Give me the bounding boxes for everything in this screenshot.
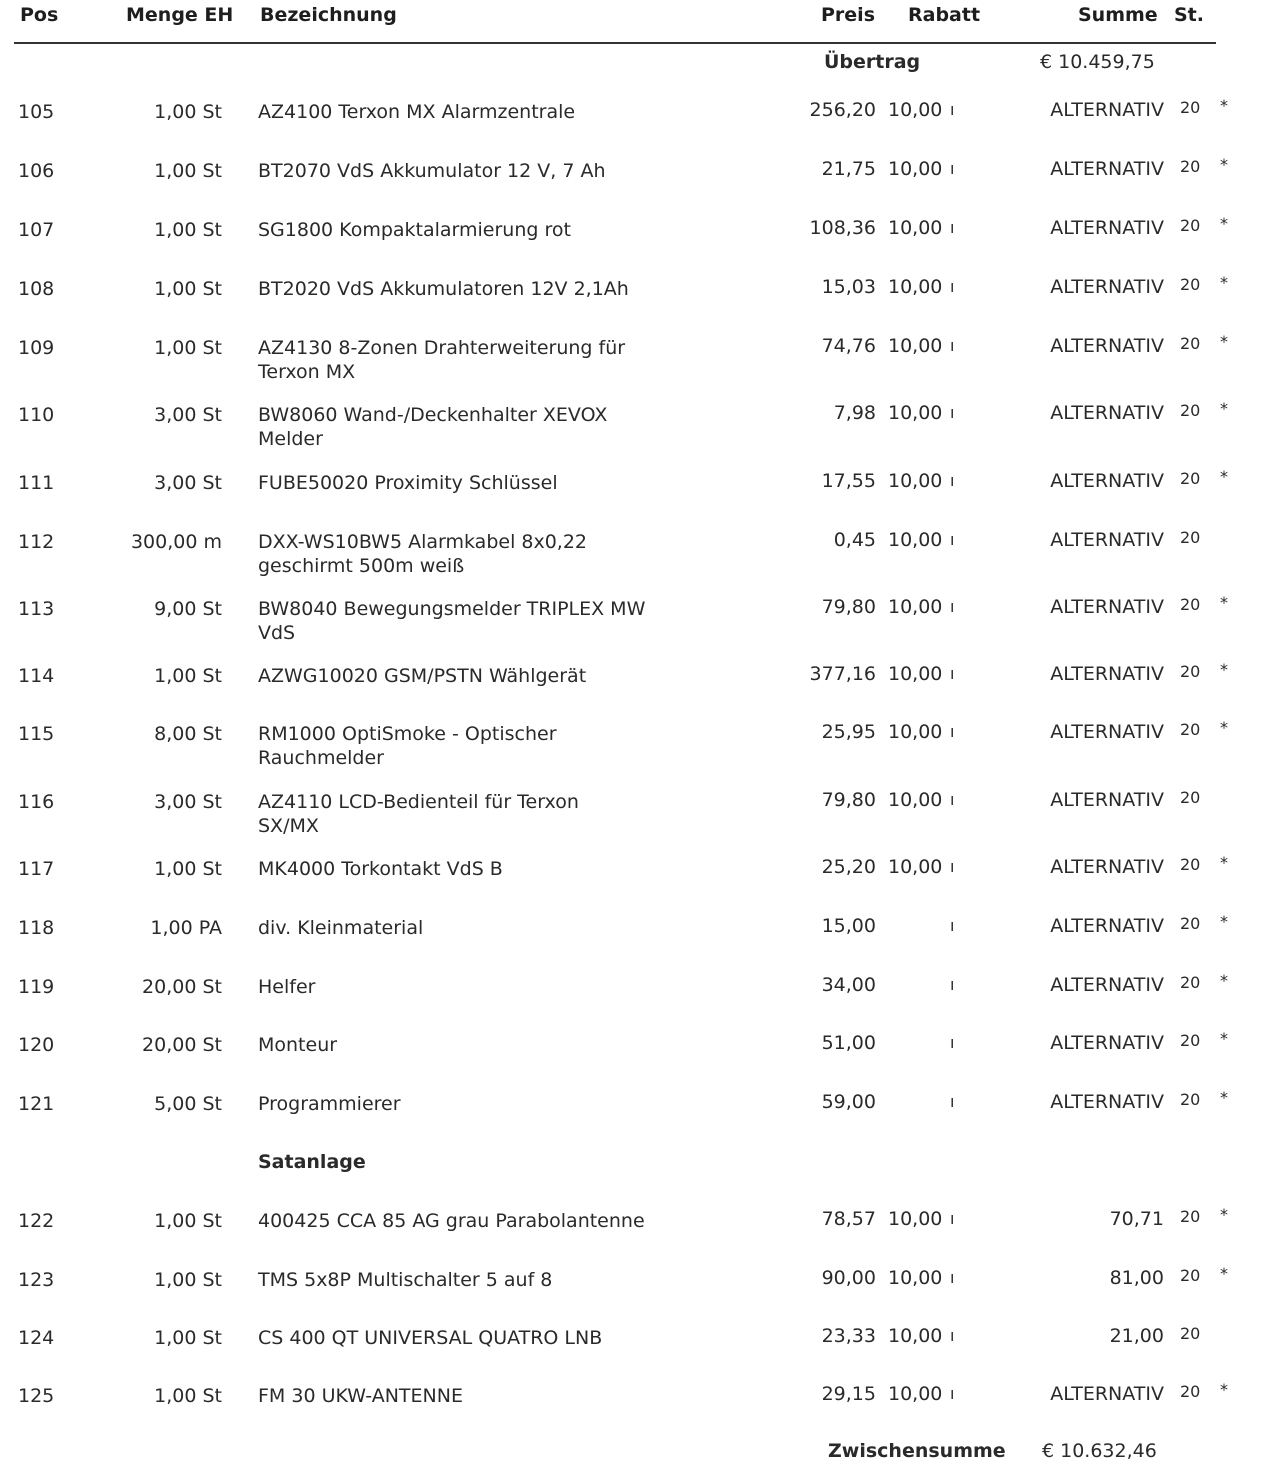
row-description: BW8040 Bewegungsmelder TRIPLEX MW [258,598,646,620]
row-description: Melder [258,428,323,450]
row-tax: 20 [1180,216,1201,235]
row-description: SX/MX [258,815,319,837]
row-qty: 1,00 St [154,665,222,687]
row-pos: 106 [18,160,55,182]
row-tax: 20 [1180,720,1201,739]
header-rule [14,42,1216,44]
row-sum: ALTERNATIV [1050,335,1164,357]
row-star: * [1220,853,1228,872]
row-discount-mark: ı [950,100,955,119]
row-price: 23,33 [821,1325,876,1347]
row-price: 79,80 [821,789,876,811]
row-star: * [1220,593,1228,612]
row-description: CS 400 QT UNIVERSAL QUATRO LNB [258,1327,603,1349]
row-price: 78,57 [821,1208,876,1230]
row-description: Rauchmelder [258,747,384,769]
row-price: 256,20 [809,99,876,121]
row-discount-mark: ı [950,1326,955,1345]
row-discount: 10,00 [888,470,943,492]
row-sum: ALTERNATIV [1050,1032,1164,1054]
row-description: Helfer [258,976,316,998]
row-tax: 20 [1180,1266,1201,1285]
row-discount-mark: ı [950,471,955,490]
row-tax: 20 [1180,157,1201,176]
row-sum: 21,00 [1109,1325,1164,1347]
row-qty: 1,00 St [154,1210,222,1232]
row-sum: ALTERNATIV [1050,856,1164,878]
row-description: BT2020 VdS Akkumulatoren 12V 2,1Ah [258,278,629,300]
row-description: div. Kleinmaterial [258,917,424,939]
row-description: MK4000 Torkontakt VdS B [258,858,503,880]
row-description: geschirmt 500m weiß [258,555,465,577]
row-qty: 20,00 St [142,1034,222,1056]
header-sum: Summe [1078,4,1158,26]
row-discount: 10,00 [888,276,943,298]
row-description: AZ4100 Terxon MX Alarmzentrale [258,101,576,123]
row-discount: 10,00 [888,721,943,743]
row-tax: 20 [1180,275,1201,294]
row-discount: 10,00 [888,335,943,357]
row-qty: 3,00 St [154,472,222,494]
row-price: 90,00 [821,1267,876,1289]
row-discount-mark: ı [950,403,955,422]
row-pos: 107 [18,219,55,241]
row-qty: 1,00 St [154,1269,222,1291]
row-pos: 121 [18,1093,55,1115]
row-qty: 1,00 St [154,278,222,300]
row-discount-mark: ı [950,277,955,296]
row-pos: 119 [18,976,55,998]
row-pos: 111 [18,472,55,494]
row-description: FM 30 UKW-ANTENNE [258,1385,463,1407]
row-qty: 1,00 St [154,219,222,241]
row-qty: 8,00 St [154,723,222,745]
row-star: * [1220,1205,1228,1224]
row-description: AZWG10020 GSM/PSTN Wählgerät [258,665,587,687]
row-sum: ALTERNATIV [1050,915,1164,937]
row-discount-mark: ı [950,790,955,809]
row-description: RM1000 OptiSmoke - Optischer [258,723,557,745]
row-star: * [1220,467,1228,486]
row-discount-mark: ı [950,722,955,741]
row-qty: 1,00 St [154,1327,222,1349]
row-pos: 124 [18,1327,55,1349]
row-sum: 81,00 [1109,1267,1164,1289]
row-description: 400425 CCA 85 AG grau Parabolantenne [258,1210,645,1232]
row-price: 25,95 [821,721,876,743]
header-tax: St. [1174,4,1204,26]
row-price: 15,03 [821,276,876,298]
row-qty: 1,00 St [154,858,222,880]
row-pos: 115 [18,723,55,745]
row-tax: 20 [1180,98,1201,117]
row-description: Terxon MX [258,361,356,383]
row-tax: 20 [1180,1031,1201,1050]
row-description: BW8060 Wand-/Deckenhalter XEVOX [258,404,608,426]
row-sum: 70,71 [1109,1208,1164,1230]
row-discount: 10,00 [888,663,943,685]
row-star: * [1220,96,1228,115]
row-qty: 5,00 St [154,1093,222,1115]
row-star: * [1220,912,1228,931]
row-pos: 114 [18,665,55,687]
row-tax: 20 [1180,1090,1201,1109]
row-qty: 1,00 St [154,337,222,359]
row-sum: ALTERNATIV [1050,596,1164,618]
row-star: * [1220,155,1228,174]
row-pos: 118 [18,917,55,939]
row-sum: ALTERNATIV [1050,663,1164,685]
row-discount: 10,00 [888,99,943,121]
header-discount: Rabatt [908,4,981,26]
row-description: VdS [258,622,296,644]
row-price: 7,98 [833,402,876,424]
row-price: 15,00 [821,915,876,937]
row-discount: 10,00 [888,1383,943,1405]
row-discount-mark: ı [950,1268,955,1287]
row-pos: 123 [18,1269,55,1291]
row-sum: ALTERNATIV [1050,276,1164,298]
row-tax: 20 [1180,1324,1201,1343]
row-pos: 112 [18,531,55,553]
row-price: 21,75 [821,158,876,180]
row-pos: 110 [18,404,55,426]
row-price: 59,00 [821,1091,876,1113]
row-discount-mark: ı [950,857,955,876]
row-star: * [1220,971,1228,990]
row-star: * [1220,660,1228,679]
row-price: 34,00 [821,974,876,996]
row-discount: 10,00 [888,1267,943,1289]
row-pos: 122 [18,1210,55,1232]
row-tax: 20 [1180,855,1201,874]
row-qty: 1,00 St [154,160,222,182]
row-sum: ALTERNATIV [1050,529,1164,551]
row-qty: 300,00 m [130,531,222,553]
row-tax: 20 [1180,595,1201,614]
row-sum: ALTERNATIV [1050,1091,1164,1113]
row-qty: 3,00 St [154,791,222,813]
row-qty: 1,00 St [154,1385,222,1407]
row-price: 79,80 [821,596,876,618]
row-description: SG1800 Kompaktalarmierung rot [258,219,571,241]
section-heading: Satanlage [258,1151,366,1173]
row-pos: 125 [18,1385,55,1407]
row-pos: 116 [18,791,55,813]
row-description: BT2070 VdS Akkumulator 12 V, 7 Ah [258,160,606,182]
row-sum: ALTERNATIV [1050,470,1164,492]
row-qty: 20,00 St [142,976,222,998]
row-discount-mark: ı [950,975,955,994]
row-price: 51,00 [821,1032,876,1054]
row-price: 74,76 [821,335,876,357]
row-discount-mark: ı [950,336,955,355]
row-star: * [1220,332,1228,351]
row-sum: ALTERNATIV [1050,789,1164,811]
row-discount-mark: ı [950,159,955,178]
row-discount: 10,00 [888,596,943,618]
row-tax: 20 [1180,914,1201,933]
row-tax: 20 [1180,973,1201,992]
subtotal-value: € 10.632,46 [1042,1440,1157,1462]
row-sum: ALTERNATIV [1050,217,1164,239]
row-sum: ALTERNATIV [1050,158,1164,180]
row-star: * [1220,1088,1228,1107]
row-pos: 105 [18,101,55,123]
row-tax: 20 [1180,469,1201,488]
row-discount-mark: ı [950,1209,955,1228]
row-description: TMS 5x8P Multischalter 5 auf 8 [258,1269,553,1291]
row-star: * [1220,399,1228,418]
row-description: FUBE50020 Proximity Schlüssel [258,472,558,494]
row-star: * [1220,1264,1228,1283]
row-tax: 20 [1180,788,1201,807]
row-star: * [1220,1029,1228,1048]
row-star: * [1220,214,1228,233]
row-pos: 108 [18,278,55,300]
row-discount: 10,00 [888,1325,943,1347]
row-discount: 10,00 [888,158,943,180]
row-qty: 9,00 St [154,598,222,620]
row-price: 29,15 [821,1383,876,1405]
row-discount: 10,00 [888,856,943,878]
carry-over-value: € 10.459,75 [1040,51,1155,73]
row-discount-mark: ı [950,916,955,935]
row-description: AZ4110 LCD-Bedienteil für Terxon [258,791,579,813]
header-desc: Bezeichnung [260,4,397,26]
row-description: Monteur [258,1034,338,1056]
row-price: 0,45 [833,529,876,551]
header-pos: Pos [20,4,59,26]
row-tax: 20 [1180,1207,1201,1226]
row-tax: 20 [1180,662,1201,681]
row-discount: 10,00 [888,217,943,239]
row-pos: 120 [18,1034,55,1056]
row-discount-mark: ı [950,530,955,549]
row-discount: 10,00 [888,1208,943,1230]
row-price: 377,16 [809,663,876,685]
row-price: 17,55 [821,470,876,492]
row-sum: ALTERNATIV [1050,99,1164,121]
row-discount-mark: ı [950,1384,955,1403]
row-tax: 20 [1180,528,1201,547]
row-discount-mark: ı [950,1092,955,1111]
row-qty: 3,00 St [154,404,222,426]
row-description: AZ4130 8-Zonen Drahterweiterung für [258,337,626,359]
row-discount: 10,00 [888,789,943,811]
row-tax: 20 [1180,1382,1201,1401]
row-star: * [1220,273,1228,292]
row-description: DXX-WS10BW5 Alarmkabel 8x0,22 [258,531,588,553]
row-sum: ALTERNATIV [1050,402,1164,424]
row-price: 108,36 [809,217,876,239]
row-tax: 20 [1180,334,1201,353]
row-pos: 113 [18,598,55,620]
row-description: Programmierer [258,1093,401,1115]
row-discount: 10,00 [888,529,943,551]
row-discount-mark: ı [950,597,955,616]
row-sum: ALTERNATIV [1050,1383,1164,1405]
row-tax: 20 [1180,401,1201,420]
row-sum: ALTERNATIV [1050,721,1164,743]
row-discount-mark: ı [950,1033,955,1052]
row-sum: ALTERNATIV [1050,974,1164,996]
carry-over-label: Übertrag [824,51,921,73]
row-qty: 1,00 PA [150,917,222,939]
row-discount-mark: ı [950,218,955,237]
row-pos: 109 [18,337,55,359]
row-price: 25,20 [821,856,876,878]
header-price: Preis [821,4,876,26]
row-pos: 117 [18,858,55,880]
row-discount-mark: ı [950,664,955,683]
row-discount: 10,00 [888,402,943,424]
row-qty: 1,00 St [154,101,222,123]
row-star: * [1220,1380,1228,1399]
header-qty: Menge EH [126,4,234,26]
row-star: * [1220,718,1228,737]
subtotal-label: Zwischensumme [828,1440,1006,1462]
